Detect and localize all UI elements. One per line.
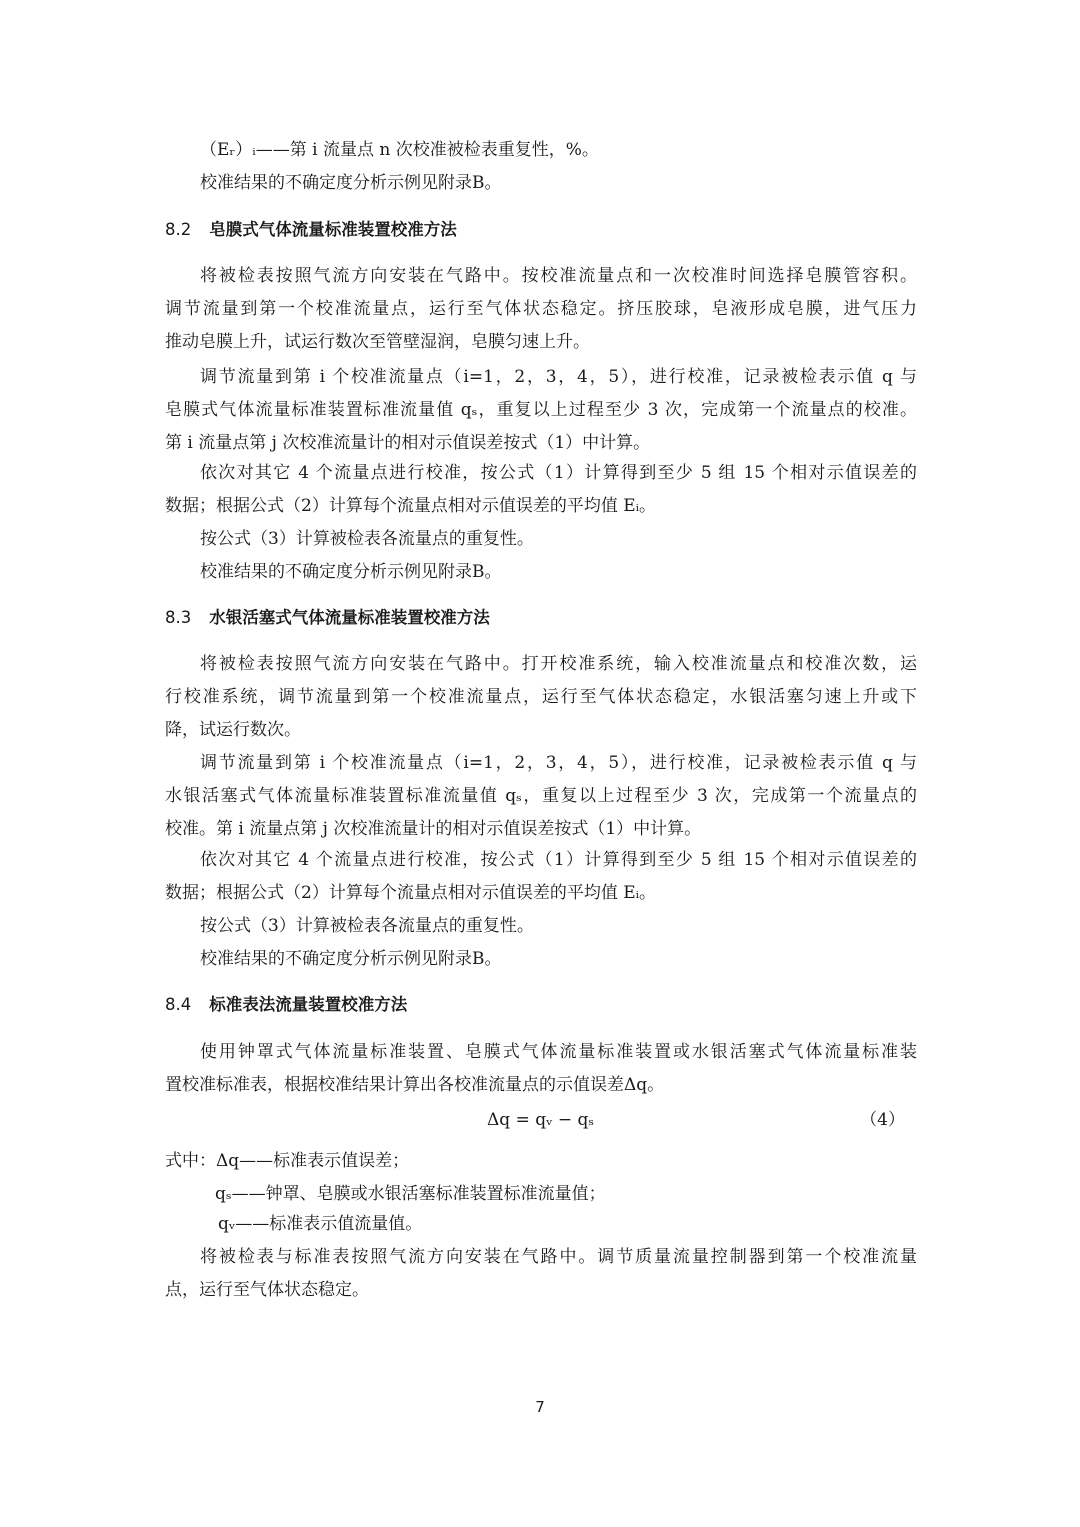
para-line: 第 i 流量点第 j 次校准流量计的相对示值误差按式（1）中计算。 — [165, 433, 651, 453]
para-line: 行校准系统，调节流量到第一个校准流量点，运行至气体状态稳定，水银活塞匀速上升或下 — [165, 687, 917, 707]
para-line: 校准结果的不确定度分析示例见附录B。 — [200, 562, 502, 582]
page-number: 7 — [535, 1398, 545, 1416]
section-number: 8.2 — [165, 220, 192, 239]
section-heading-8-3 — [165, 607, 917, 629]
section-heading-8-2 — [165, 219, 917, 241]
para-line: 点，运行至气体状态稳定。 — [165, 1280, 369, 1300]
para-line: 依次对其它 4 个流量点进行校准，按公式（1）计算得到至少 5 组 15 个相对示值误差的 — [200, 463, 917, 483]
para-line: 校准结果的不确定度分析示例见附录B。 — [200, 949, 502, 969]
section-number: 8.3 — [165, 608, 192, 627]
para-line: 推动皂膜上升，试运行数次至管壁湿润，皂膜匀速上升。 — [165, 332, 590, 352]
para-line: 按公式（3）计算被检表各流量点的重复性。 — [200, 916, 534, 936]
para-line: 依次对其它 4 个流量点进行校准，按公式（1）计算得到至少 5 组 15 个相对示值误差的 — [200, 850, 917, 870]
para-line: 将被检表按照气流方向安装在气路中。按校准流量点和一次校准时间选择皂膜管容积。 — [200, 266, 917, 286]
para-line: 降，试运行数次。 — [165, 720, 301, 740]
para-line: 调节流量到第 i 个校准流量点（i=1，2，3，4，5），进行校准，记录被检表示值 q 与 — [200, 753, 917, 773]
section-number: 8.4 — [165, 995, 192, 1014]
para-line: 使用钟罩式气体流量标准装置、皂膜式气体流量标准装置或水银活塞式气体流量标准装 — [200, 1042, 917, 1062]
formula-number: （4） — [860, 1110, 905, 1130]
section-title: 水银活塞式气体流量标准装置校准方法 — [209, 608, 490, 627]
para-line: 数据；根据公式（2）计算每个流量点相对示值误差的平均值 Eᵢ。 — [165, 496, 657, 516]
where-line: qᵥ——标准表示值流量值。 — [218, 1214, 423, 1234]
para-line: （Eᵣ）ᵢ——第 i 流量点 n 次校准被检表重复性，%。 — [200, 140, 599, 160]
para-line: 调节流量到第 i 个校准流量点（i=1，2，3，4，5），进行校准，记录被检表示值 q 与 — [200, 367, 917, 387]
para-line: 将被检表与标准表按照气流方向安装在气路中。调节质量流量控制器到第一个校准流量 — [200, 1247, 917, 1267]
section-heading-8-4 — [165, 994, 917, 1016]
para-line: 数据；根据公式（2）计算每个流量点相对示值误差的平均值 Eᵢ。 — [165, 883, 657, 903]
formula-expression: Δq = qᵥ − qₛ — [487, 1110, 595, 1130]
where-line: 式中：Δq——标准表示值误差； — [165, 1151, 410, 1171]
para-line: 调节流量到第一个校准流量点，运行至气体状态稳定。挤压胶球，皂液形成皂膜，进气压力 — [165, 299, 917, 319]
section-title: 皂膜式气体流量标准装置校准方法 — [209, 220, 457, 239]
para-line: 按公式（3）计算被检表各流量点的重复性。 — [200, 529, 534, 549]
para-line: 将被检表按照气流方向安装在气路中。打开校准系统，输入校准流量点和校准次数，运 — [200, 654, 917, 674]
para-line: 置校准标准表，根据校准结果计算出各校准流量点的示值误差Δq。 — [165, 1075, 665, 1095]
para-line: 皂膜式气体流量标准装置标准流量值 qₛ，重复以上过程至少 3 次，完成第一个流量点的校准。 — [165, 400, 917, 420]
para-line: 水银活塞式气体流量标准装置标准流量值 qₛ，重复以上过程至少 3 次，完成第一个流量点的 — [165, 786, 917, 806]
where-line: qₛ——钟罩、皂膜或水银活塞标准装置标准流量值； — [215, 1184, 606, 1204]
section-title: 标准表法流量装置校准方法 — [209, 995, 408, 1014]
para-line: 校准结果的不确定度分析示例见附录B。 — [200, 173, 502, 193]
para-line: 校准。第 i 流量点第 j 次校准流量计的相对示值误差按式（1）中计算。 — [165, 819, 702, 839]
